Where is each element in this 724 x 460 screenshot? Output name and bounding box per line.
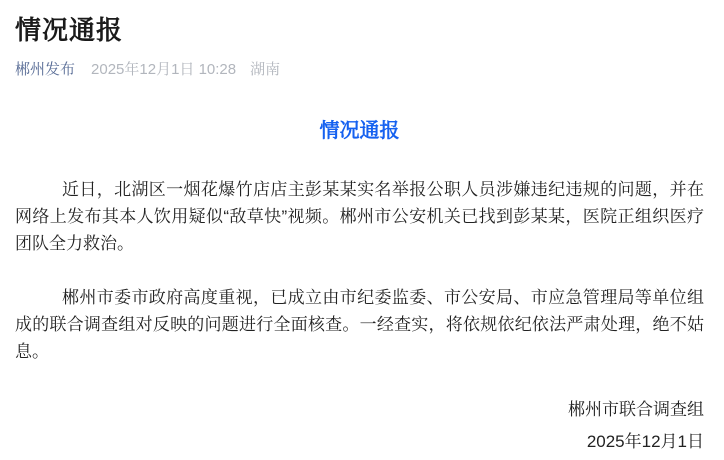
notice-paragraph-2: 郴州市委市政府高度重视，已成立由市纪委监委、市公安局、市应急管理局等单位组成的联合调查组对反映的问题进行全面核查。一经查实，将依规依纪依法严肃处理，绝不姑息。	[15, 288, 704, 361]
publish-location: 湖南	[250, 61, 281, 78]
page-title: 情况通报	[15, 15, 124, 45]
signature-org: 郴州市联合调查组	[568, 400, 704, 419]
signature-date: 2025年12月1日	[586, 432, 704, 451]
article-meta	[15, 61, 704, 79]
publish-datetime: 2025年12月1日 10:28	[91, 61, 237, 78]
signature-block	[15, 394, 704, 458]
notice-paragraph-1: 近日，北湖区一烟花爆竹店店主彭某某实名举报公职人员涉嫌违纪违规的问题，并在网络上发布其本人饮用疑似“敌草快”视频。郴州市公安机关已找到彭某某，医院正组织医疗团队全力救治。	[15, 180, 704, 253]
source-account-link[interactable]: 郴州发布	[15, 61, 76, 78]
notice-title: 情况通报	[319, 120, 400, 142]
